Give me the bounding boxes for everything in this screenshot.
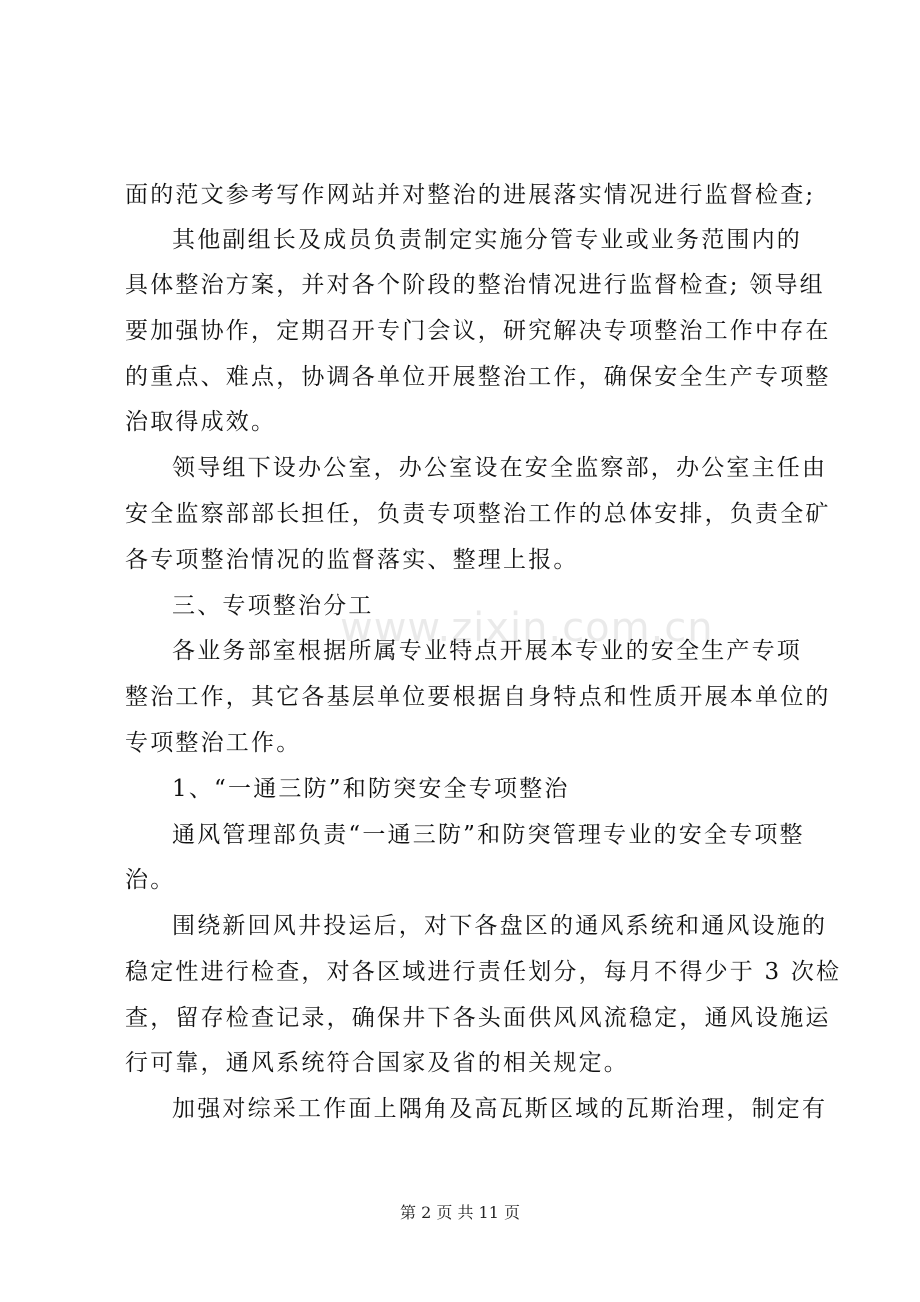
text-line: 要加强协作，定期召开专门会议，研究解决专项整治工作中存在: [125, 318, 831, 344]
text-line: 整治工作，其它各基层单位要根据自身特点和性质开展本单位的: [125, 684, 831, 710]
text-line: 稳定性进行检查，对各区域进行责任划分，每月不得少于 3 次检: [125, 959, 842, 985]
text-line: 查，留存检查记录，确保井下各头面供风风流稳定，通风设施运: [125, 1005, 831, 1031]
text-line: 领导组下设办公室，办公室设在安全监察部，办公室主任由: [172, 455, 828, 481]
text-line: 各专项整治情况的监督落实、整理上报。: [125, 547, 579, 573]
text-line: 其他副组长及成员负责制定实施分管专业或业务范围内的: [172, 227, 802, 253]
watermark: www.zixin.com.cn: [340, 605, 714, 651]
page-footer: 第 2 页 共 11 页: [400, 1203, 520, 1222]
text-line: 加强对综采工作面上隅角及高瓦斯区域的瓦斯治理，制定有: [172, 1096, 828, 1122]
section-heading: 三、专项整治分工: [172, 593, 374, 619]
text-line: 治取得成效。: [125, 409, 277, 435]
text-line: 治。: [125, 867, 176, 893]
text-line: 围绕新回风井投运后，对下各盘区的通风系统和通风设施的: [172, 913, 828, 939]
text-line: 各业务部室根据所属专业特点开展本专业的安全生产专项: [172, 638, 802, 664]
text-line: 通风管理部负责“一通三防”和防突管理专业的安全专项整: [172, 822, 805, 848]
text-line: 面的范文参考写作网站并对整治的进展落实情况进行监督检查;: [125, 182, 816, 208]
text-line: 行可靠，通风系统符合国家及省的相关规定。: [125, 1050, 629, 1076]
text-line: 的重点、难点，协调各单位开展整治工作，确保安全生产专项整: [125, 364, 831, 390]
text-line: 专项整治工作。: [125, 730, 302, 756]
text-line: 安全监察部部长担任，负责专项整治工作的总体安排，负责全矿: [125, 501, 831, 527]
subsection-heading: 1、“一通三防”和防突安全专项整治: [172, 776, 570, 802]
text-line: 具体整治方案，并对各个阶段的整治情况进行监督检查; 领导组: [125, 272, 825, 298]
